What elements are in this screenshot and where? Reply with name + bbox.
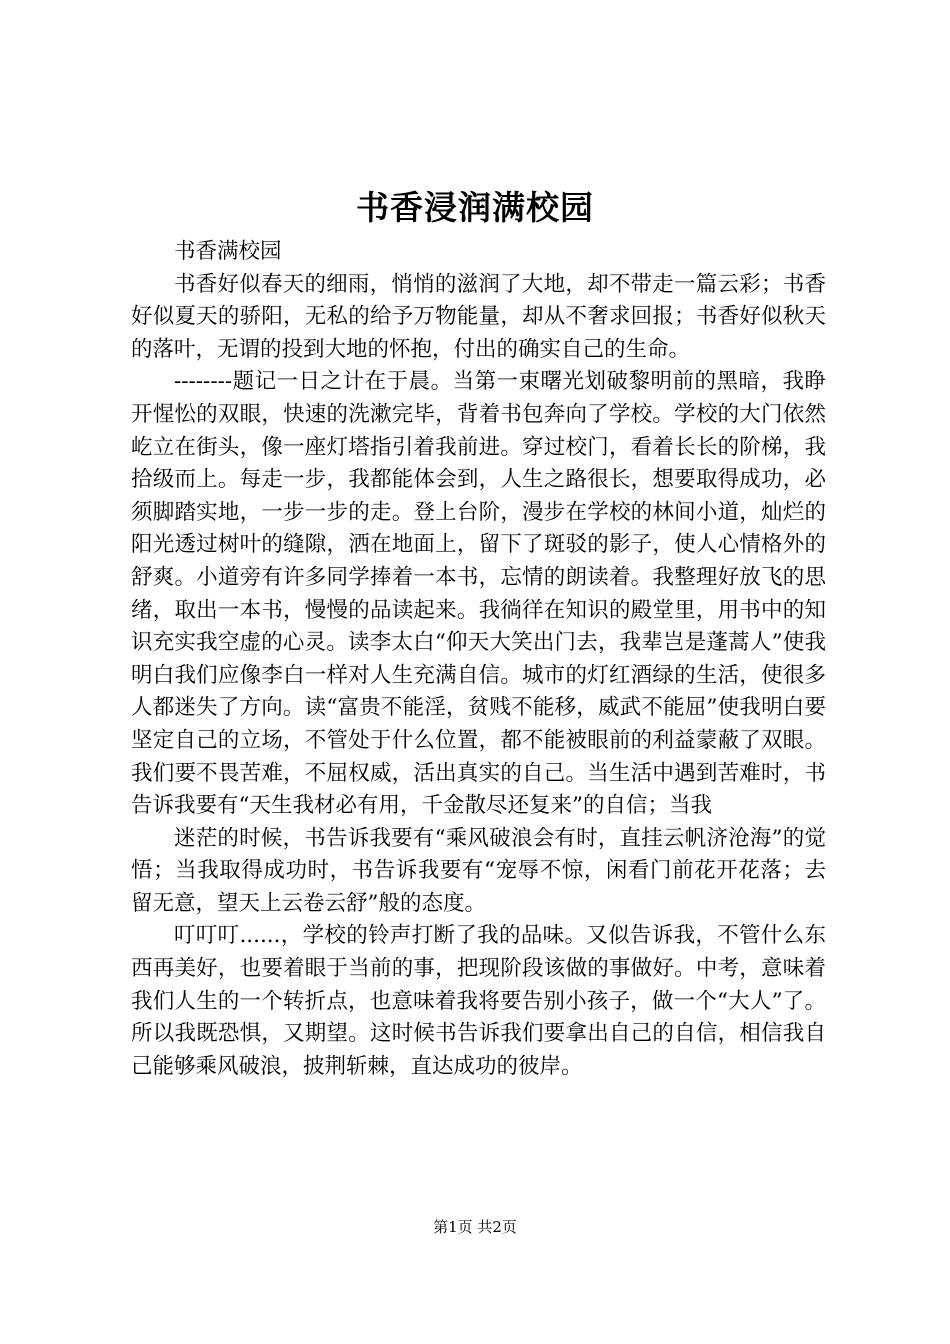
page-footer: 第1页 共2页 bbox=[433, 1218, 517, 1236]
paragraph: 迷茫的时候，书告诉我要有“乘风破浪会有时，直挂云帆济沧海”的觉悟；当我取得成功时，书告诉我要有“宠辱不惊，闲看门前花开花落；去留无意，望天上云卷云舒”般的态度。 bbox=[131, 825, 826, 916]
paragraph: 叮叮叮......，学校的铃声打断了我的品味。又似告诉我，不管什么东西再美好，也要着眼于当前的事，把现阶段该做的事做好。中考，意味着我们人生的一个转折点，也意味着我将要告别小孩子，做一个“大人”了。所以我既恐惧，又期望。这时候书告诉我们要拿出自己的自信，相信我自己能够乘风破浪，披荆斩棘，直达成功的彼岸。 bbox=[131, 923, 826, 1079]
paragraph-subtitle: 书香满校园 bbox=[174, 239, 282, 264]
document-body bbox=[131, 236, 826, 1083]
document-title: 书香浸润满校园 bbox=[356, 188, 594, 227]
paragraph: 书香好似春天的细雨，悄悄的滋润了大地，却不带走一篇云彩；书香好似夏天的骄阳，无私的给予万物能量，却从不奢求回报；书香好似秋天的落叶，无谓的投到大地的怀抱，付出的确实自己的生命。 bbox=[131, 271, 826, 362]
paragraph: --------题记一日之计在于晨。当第一束曙光划破黎明前的黑暗，我睁开惺忪的双眼，快速的洗漱完毕，背着书包奔向了学校。学校的大门依然屹立在街头，像一座灯塔指引着我前进。穿过校门，看着长长的阶梯，我拾级而上。每走一步，我都能体会到，人生之路很长，想要取得成功，必须脚踏实地，一步一步的走。登上台阶，漫步在学校的林间小道，灿烂的阳光透过树叶的缝隙，洒在地面上，留下了斑驳的影子，使人心情格外的舒爽。小道旁有许多同学捧着一本书，忘情的朗读着。我整理好放飞的思绪，取出一本书，慢慢的品读起来。我徜徉在知识的殿堂里，用书中的知识充实我空虚的心灵。读李太白“仰天大笑出门去，我辈岂是蓬蒿人”使我明白我们应像李白一样对人生充满自信。城市的灯红酒绿的生活，使很多人都迷失了方向。读“富贵不能淫，贫贱不能移，威武不能屈”使我明白要坚定自己的立场，不管处于什么位置，都不能被眼前的利益蒙蔽了双眼。我们要不畏苦难，不屈权威，活出真实的自己。当生活中遇到苦难时，书告诉我要有“天生我材必有用，千金散尽还复来”的自信；当我 bbox=[131, 369, 826, 819]
